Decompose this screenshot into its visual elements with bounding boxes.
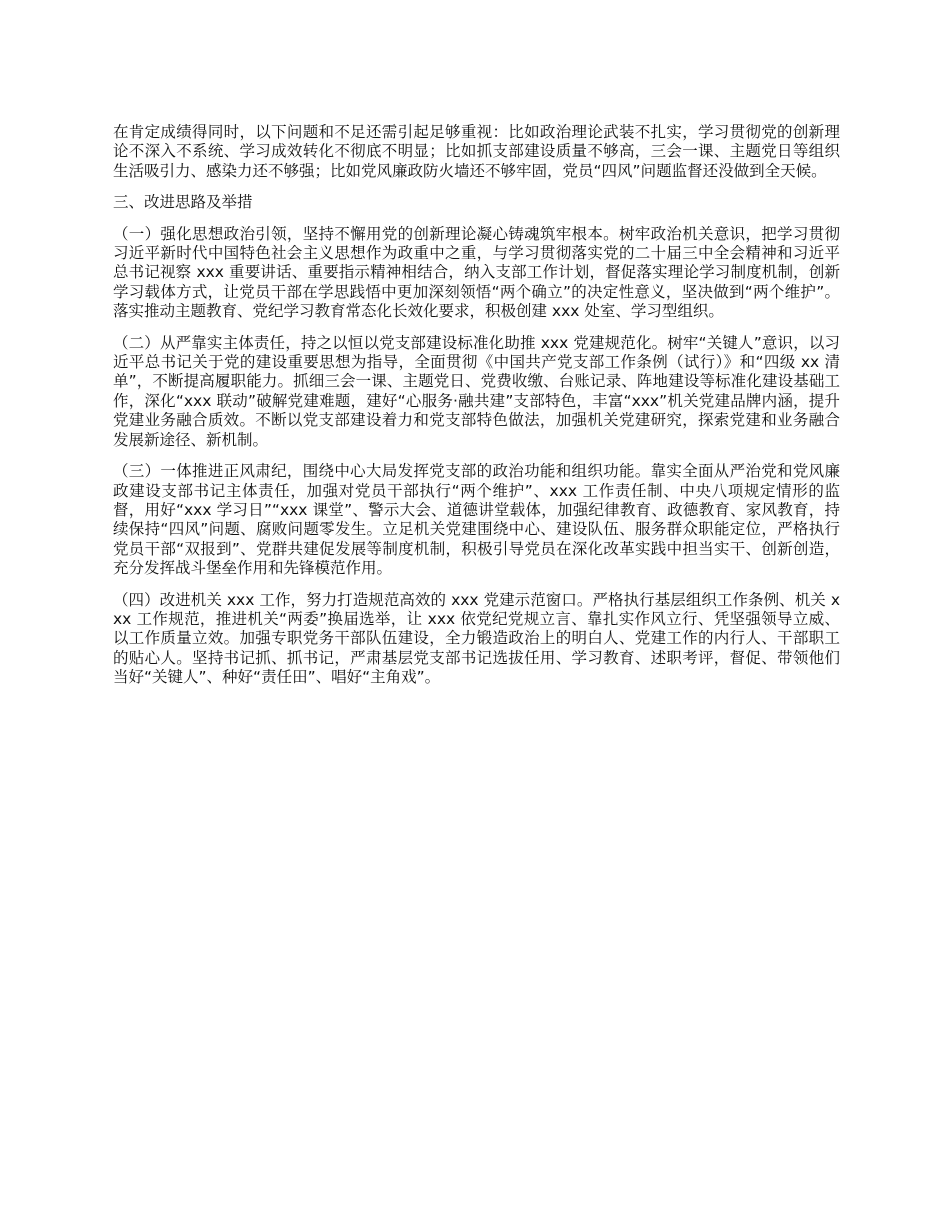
section-heading: 三、改进思路及举措 (113, 193, 253, 212)
paragraph-3: （三）一体推进正风肃纪，围绕中心大局发挥党支部的政治功能和组织功能。靠实全面从严治党和党风廉政建设支部书记主体责任，加强对党员干部执行“两个维护”、xxx 工作责任制、中央八项规定情形的监督，用好“xxx 学习日”“xxx 课堂”、警示大会、道德讲堂载体，加强纪律教育、政德教育、家风教育，持续保持“四风”问题、腐败问题零发生。立足机关党建围绕中心、建设队伍、服务群众职能定位，严格执行党员干部“双报到”、党群共建促发展等制度机制，积极引导党员在深化改革实践中担当实干、创新创造，充分发挥战斗堡垒作用和先锋模范作用。 (113, 462, 840, 578)
paragraph-2: （二）从严靠实主体责任，持之以恒以党支部建设标准化助推 xxx 党建规范化。树牢“关键人”意识，以习近平总书记关于党的建设重要思想为指导，全面贯彻《中国共产党支部工作条例（试行）》和“四级 xx 清单”，不断提高履职能力。抓细三会一课、主题党日、党费收缴、台账记录、阵地建设等标准化建设基础工作，深化“xxx 联动”破解党建难题，建好“心服务·融共建”支部特色，丰富“xxx”机关党建品牌内涵，提升党建业务融合质效。不断以党支部建设着力和党支部特色做法，加强机关党建研究，探索党建和业务融合发展新途径、新机制。 (113, 333, 840, 449)
paragraph-4: （四）改进机关 xxx 工作，努力打造规范高效的 xxx 党建示范窗口。严格执行基层组织工作条例、机关 xxx 工作规范，推进机关“两委”换届选举，让 xxx 依党纪党规立言、靠扎实作风立行、凭坚强领导立威、以工作质量立效。加强专职党务干部队伍建设，全力锻造政治上的明白人、党建工作的内行人、干部职工的贴心人。坚持书记抓、抓书记，严肃基层党支部书记选拔任用、学习教育、述职考评，督促、带领他们当好“关键人”、种好“责任田”、唱好“主角戏”。 (113, 590, 840, 687)
intro-paragraph: 在肯定成绩得同时，以下问题和不足还需引起足够重视：比如政治理论武装不扎实，学习贯彻党的创新理论不深入不系统、学习成效转化不彻底不明显；比如抓支部建设质量不够高，三会一课、主题党日等组织生活吸引力、感染力还不够强；比如党风廉政防火墙还不够牢固，党员“四风”问题监督还没做到全天候。 (113, 123, 840, 180)
document-page (113, 123, 840, 700)
paragraph-1: （一）强化思想政治引领，坚持不懈用党的创新理论凝心铸魂筑牢根本。树牢政治机关意识，把学习贯彻习近平新时代中国特色社会主义思想作为政重中之重，与学习贯彻落实党的二十届三中全会精神和习近平总书记视察 xxx 重要讲话、重要指示精神相结合，纳入支部工作计划，督促落实理论学习制度机制，创新学习载体方式，让党员干部在学思践悟中更加深刻领悟“两个确立”的决定性意义，坚决做到“两个维护”。落实推动主题教育、党纪学习教育常态化长效化要求，积极创建 xxx 处室、学习型组织。 (113, 224, 840, 321)
